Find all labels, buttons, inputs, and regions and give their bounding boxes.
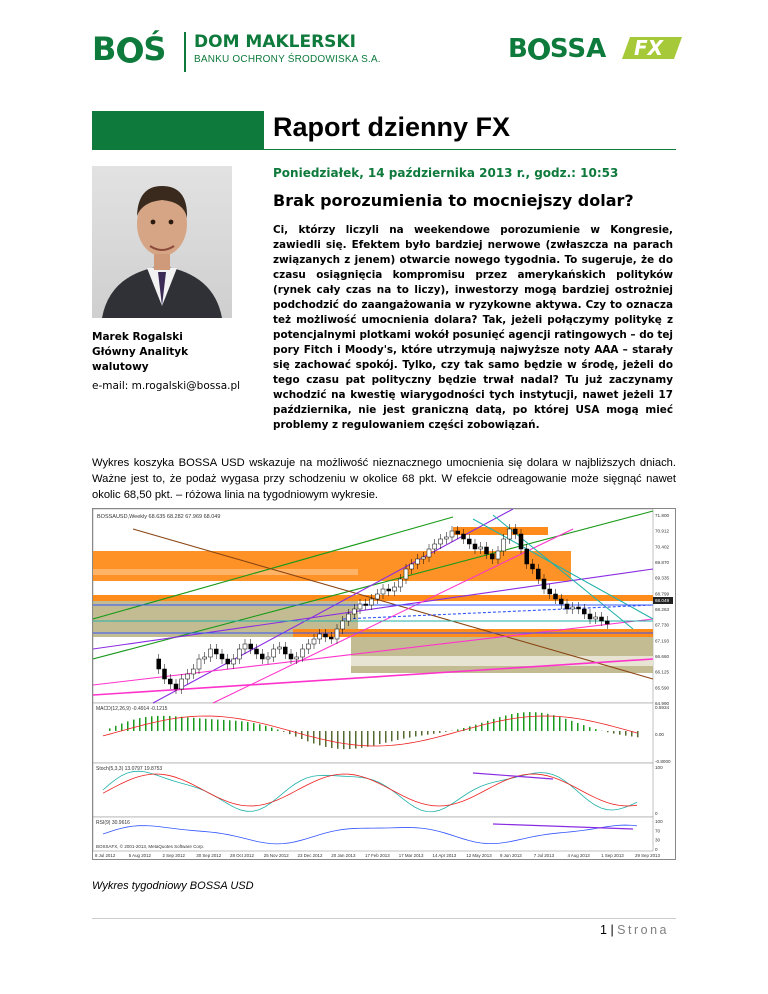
macd-bar — [241, 721, 243, 731]
price-tick: 69.870 — [655, 560, 670, 565]
author-block — [92, 330, 262, 375]
candle-body — [168, 679, 172, 684]
time-tick: 29 Sep 2013 — [635, 853, 660, 858]
indicator-tick: -0.8000 — [655, 759, 671, 764]
macd-bar — [181, 717, 183, 731]
candle-body — [341, 621, 345, 629]
macd-bar — [589, 727, 591, 731]
candle-body — [450, 531, 454, 537]
macd-bar — [265, 726, 267, 731]
candle-body — [393, 587, 397, 591]
price-tick: 68.799 — [655, 591, 670, 597]
candle-body — [554, 594, 558, 599]
author-name: Marek Rogalski — [92, 331, 183, 343]
candle-body — [318, 634, 322, 639]
macd-bar — [607, 731, 609, 732]
macd-bar — [421, 731, 423, 736]
time-tick: 4 Aug 2013 — [567, 853, 590, 858]
indicator-tick: 0.5934 — [655, 705, 670, 710]
candle-body — [398, 579, 402, 587]
candle-body — [462, 534, 466, 539]
macd-bar — [373, 731, 375, 745]
macd-bar — [541, 713, 543, 731]
footer-divider — [92, 918, 676, 919]
author-role-line1: Główny Analityk — [92, 346, 189, 358]
macd-bar — [343, 731, 345, 749]
price-tick: 65.590 — [655, 685, 670, 691]
indicator-tick: 100 — [655, 819, 663, 824]
chart-header: BOSSAUSD,Weekly 68.635 68.282 67.969 68.049 — [97, 514, 221, 520]
candle-body — [525, 549, 529, 564]
macd-bar — [433, 731, 435, 734]
time-axis — [95, 853, 660, 858]
candle-body — [203, 657, 207, 659]
macd-bar — [511, 714, 513, 731]
author-role-line2: walutowy — [92, 361, 149, 373]
candle-body — [588, 614, 592, 619]
candle-body — [416, 559, 420, 564]
time-tick: 2 Sep 2012 — [162, 853, 185, 858]
candle-body — [548, 589, 552, 594]
indicator-tick: 0.00 — [655, 732, 664, 737]
candle-body — [358, 604, 362, 609]
candle-body — [232, 659, 236, 664]
candle-body — [496, 551, 500, 559]
macd-bar — [139, 718, 141, 731]
price-tick: 67.193 — [655, 638, 670, 644]
title-accent-bar — [92, 111, 264, 149]
price-tick: 70.402 — [655, 544, 670, 550]
candle-body — [186, 674, 190, 679]
candle-body — [565, 604, 569, 609]
candle-body — [237, 649, 241, 659]
macd-bar — [535, 712, 537, 731]
macd-bar — [619, 731, 621, 735]
price-axis — [653, 513, 673, 852]
chart-caption: Wykres tygodniowy BOSSA USD — [92, 880, 254, 892]
bossa-logo-word: B SSA — [508, 34, 607, 64]
candle-body — [260, 654, 264, 659]
price-tick: 64.990 — [655, 701, 670, 706]
macd-bar — [613, 731, 615, 734]
leaf-icon — [117, 37, 143, 63]
macd-bar — [217, 720, 219, 731]
time-tick: 1 Sep 2013 — [601, 853, 624, 858]
candle-body — [519, 534, 523, 549]
time-tick: 25 Nov 2012 — [263, 853, 289, 858]
time-tick: 12 May 2013 — [466, 853, 492, 858]
candle-body — [490, 554, 494, 559]
report-date: Poniedziałek, 14 października 2013 r., godz.: 10:53 — [273, 166, 619, 180]
macd-bar — [625, 731, 627, 736]
time-tick: 14 Apr 2013 — [432, 853, 457, 858]
macd-bar — [499, 717, 501, 731]
macd-bar — [523, 712, 525, 731]
price-tick: 71.800 — [655, 513, 670, 518]
macd-bar — [439, 731, 441, 733]
candle-body — [605, 621, 609, 624]
candle-body — [249, 644, 253, 649]
macd-bar — [223, 720, 225, 731]
time-tick: 17 Mar 2013 — [398, 853, 424, 858]
candle-body — [582, 609, 586, 614]
time-tick: 8 Jul 2012 — [95, 853, 116, 858]
candle-body — [577, 607, 581, 609]
chart-copyright: BOSSAFX, © 2001-2013, MetaQuotes Software Corp. — [96, 844, 205, 849]
candle-body — [283, 647, 287, 654]
macd-bar — [151, 716, 153, 731]
candle-body — [594, 617, 598, 619]
macd-bar — [427, 731, 429, 735]
macd-bar — [457, 729, 459, 731]
macd-bar — [529, 712, 531, 731]
candle-body — [191, 669, 195, 674]
broker-subtitle: BANKU OCHRONY ŚRODOWISKA S.A. — [194, 54, 381, 65]
candle-body — [352, 609, 356, 614]
candle-body — [421, 557, 425, 559]
price-tick: 70.912 — [655, 528, 670, 534]
bossa-usd-weekly-chart — [92, 508, 676, 860]
time-tick: 17 Feb 2013 — [365, 853, 390, 858]
candle-body — [266, 657, 270, 659]
fx-logo-text: FX — [634, 36, 664, 60]
indicator-tick: 70 — [655, 828, 661, 834]
bossafx-logo — [508, 34, 688, 64]
time-tick: 9 Jun 2013 — [500, 853, 522, 858]
macd-bar — [283, 731, 285, 732]
macd-bar — [367, 731, 369, 747]
macd-bar — [271, 728, 273, 731]
macd-bar — [487, 721, 489, 731]
page-word: Strona — [617, 923, 670, 937]
candle-body — [243, 644, 247, 649]
candle-body — [444, 537, 448, 539]
bos-logo-word: B Ś — [92, 30, 168, 68]
price-tick: 69.335 — [655, 575, 670, 581]
candle-body — [542, 579, 546, 589]
candle-body — [508, 529, 512, 539]
candle-body — [467, 539, 471, 544]
macd-bar — [403, 731, 405, 739]
candle-body — [301, 649, 305, 657]
indicator-tick: 0 — [655, 811, 658, 816]
macd-bar — [121, 723, 123, 731]
title-underline — [92, 149, 676, 150]
macd-bar — [325, 731, 327, 747]
candle-body — [433, 544, 437, 549]
macd-bar — [583, 725, 585, 731]
author-photo — [92, 166, 232, 318]
candle-body — [306, 644, 310, 649]
candle-body — [226, 659, 230, 664]
price-tick: 67.730 — [655, 622, 670, 628]
candle-body — [278, 647, 282, 649]
candle-body — [174, 684, 178, 689]
macd-bar — [337, 731, 339, 749]
page-number: 1 — [600, 923, 607, 937]
candle-body — [600, 617, 604, 621]
macd-bar — [211, 719, 213, 731]
macd-bar — [481, 723, 483, 731]
macd-bar — [229, 720, 231, 731]
macd-bar — [157, 716, 159, 731]
candle-body — [335, 629, 339, 639]
macd-bar — [379, 731, 381, 744]
macd-bar — [199, 718, 201, 731]
price-tick: 66.660 — [655, 654, 670, 659]
macd-bar — [559, 717, 561, 731]
chart-canvas — [93, 509, 675, 859]
macd-bar — [409, 731, 411, 738]
broker-title: DOM MAKLERSKI — [194, 32, 356, 52]
macd-bar — [565, 719, 567, 731]
macd-bar — [253, 723, 255, 731]
candle-body — [197, 659, 201, 669]
candle-body — [364, 604, 368, 606]
indicator-tick: 30 — [655, 837, 661, 843]
price-tick: 66.125 — [655, 669, 670, 675]
macd-bar — [475, 725, 477, 731]
macd-bar — [163, 716, 165, 731]
macd-bar — [301, 731, 303, 739]
candle-body — [571, 607, 575, 609]
candle-body — [255, 649, 259, 654]
macd-bar — [553, 715, 555, 731]
candle-body — [410, 564, 414, 569]
candle-body — [324, 634, 328, 637]
candle-body — [502, 539, 506, 551]
macd-bar — [391, 731, 393, 741]
macd-bar — [259, 724, 261, 731]
candle-body — [513, 529, 517, 534]
time-tick: 23 Dec 2012 — [297, 853, 323, 858]
macd-bar — [349, 731, 351, 749]
macd-bar — [133, 720, 135, 731]
last-price-label: 68.049 — [655, 598, 670, 603]
macd-label: MACD(12,26,9) -0.4914 -0.1215 — [96, 706, 168, 712]
candle-body — [329, 637, 333, 639]
logo-separator — [184, 32, 186, 72]
headline: Brak porozumienia to mocniejszy dolar? — [273, 191, 634, 210]
lead-paragraph: Ci, którzy liczyli na weekendowe porozumienie w Kongresie, zawiedli się. Efektem było bardziej nerwowe (zwłaszcza na parach związanych z jenem) otwarcie nowego tygodnia. To sugeruje, że do czasu osiągnięcia kompromisu przez amerykańskich polityków (rynek cały czas na to liczy), inwestorzy mogą bardziej ostrożniej podchodzić do zaangażowania w ryzykowne aktywa. Czy to oznacza też możliwość umocnienia dolara? Tak, jeżeli połączymy politykę z potencjalnymi plotkami wokół posunięć agencji ratingowych – do tej pory Fitch i Moody's, które utrzymują najwyższe noty AAA – starały się zachować spokój. Tylko, czy tak samo będzie w środę, jeżeli do tego czasu pat polityczny będzie trwał nadal? Tu już zaczynamy wchodzić na kwestię wiarygodności tych instytucji, nawet jeżeli 17 października, nie jest graniczną datą, po której USA mogą mieć problemy z regulowaniem części zobowiązań. — [273, 224, 673, 431]
macd-bar — [637, 731, 639, 737]
page-footer — [600, 923, 669, 937]
report-title: Raport dzienny FX — [273, 112, 511, 142]
candle-body — [531, 564, 535, 569]
candle-body — [479, 547, 483, 549]
macd-bar — [571, 721, 573, 731]
candle-body — [375, 594, 379, 599]
time-tick: 20 Jan 2013 — [331, 853, 356, 858]
time-tick: 7 Jul 2013 — [533, 853, 555, 858]
candle-body — [536, 569, 540, 579]
macd-bar — [205, 719, 207, 731]
macd-bar — [355, 731, 357, 749]
macd-bar — [445, 731, 447, 732]
indicator-tick: 0 — [655, 847, 658, 852]
candle-body — [214, 649, 218, 654]
macd-bar — [109, 728, 111, 731]
leaf-icon — [528, 38, 550, 60]
macd-bar — [385, 731, 387, 743]
candle-body — [559, 599, 563, 604]
candle-body — [347, 614, 351, 621]
candle-body — [180, 679, 184, 689]
macd-bar — [595, 729, 597, 731]
author-email[interactable]: e-mail: m.rogalski@bossa.pl — [92, 380, 241, 392]
candle-body — [456, 531, 460, 534]
candle-body — [387, 589, 391, 591]
macd-bar — [517, 713, 519, 731]
macd-bar — [415, 731, 417, 736]
macd-bar — [115, 726, 117, 731]
candle-body — [295, 657, 299, 659]
candle-body — [485, 547, 489, 554]
candle-body — [209, 649, 213, 657]
bos-logo — [92, 30, 382, 74]
price-tick: 68.263 — [655, 607, 670, 612]
rsi-label: RSI(9) 30.9616 — [96, 820, 130, 826]
macd-bar — [169, 716, 171, 731]
macd-bar — [193, 718, 195, 731]
macd-bar — [247, 722, 249, 731]
macd-bar — [187, 717, 189, 731]
macd-bar — [235, 721, 237, 731]
candle-body — [370, 599, 374, 605]
macd-bar — [505, 715, 507, 731]
candle-body — [312, 639, 316, 644]
candle-body — [381, 589, 385, 594]
macd-bar — [397, 731, 399, 740]
macd-bar — [295, 731, 297, 737]
candle-body — [427, 549, 431, 557]
macd-bar — [577, 723, 579, 731]
indicator-tick: 100 — [655, 765, 663, 770]
candle-body — [404, 569, 408, 579]
macd-bar — [493, 719, 495, 731]
time-tick: 5 Aug 2012 — [128, 853, 151, 858]
page-separator: | — [610, 923, 614, 937]
candle-body — [289, 654, 293, 659]
macd-bar — [331, 731, 333, 748]
candle-body — [220, 654, 224, 659]
candle-body — [157, 659, 161, 669]
body-paragraph: Wykres koszyka BOSSA USD wskazuje na możliwość nieznacznego umocnienia się dolara w najbliższych dniach. Ważne jest to, że podaż wygasa przy schodzeniu w okolice 68 pkt. W efekcie odreagowanie może sięgnąć nawet okolic 68,50 pkt. – różowa linia na tygodniowym wykresie. — [92, 457, 676, 501]
stoch-label: Stoch(5,3,3) 13.0797 19.8753 — [96, 766, 163, 772]
candle-body — [163, 669, 167, 679]
time-tick: 28 Oct 2012 — [230, 853, 254, 858]
candle-body — [473, 544, 477, 549]
candle-body — [272, 649, 276, 657]
time-tick: 30 Sep 2012 — [196, 853, 222, 858]
macd-bar — [289, 731, 291, 734]
candle-body — [439, 539, 443, 544]
macd-bar — [277, 730, 279, 731]
